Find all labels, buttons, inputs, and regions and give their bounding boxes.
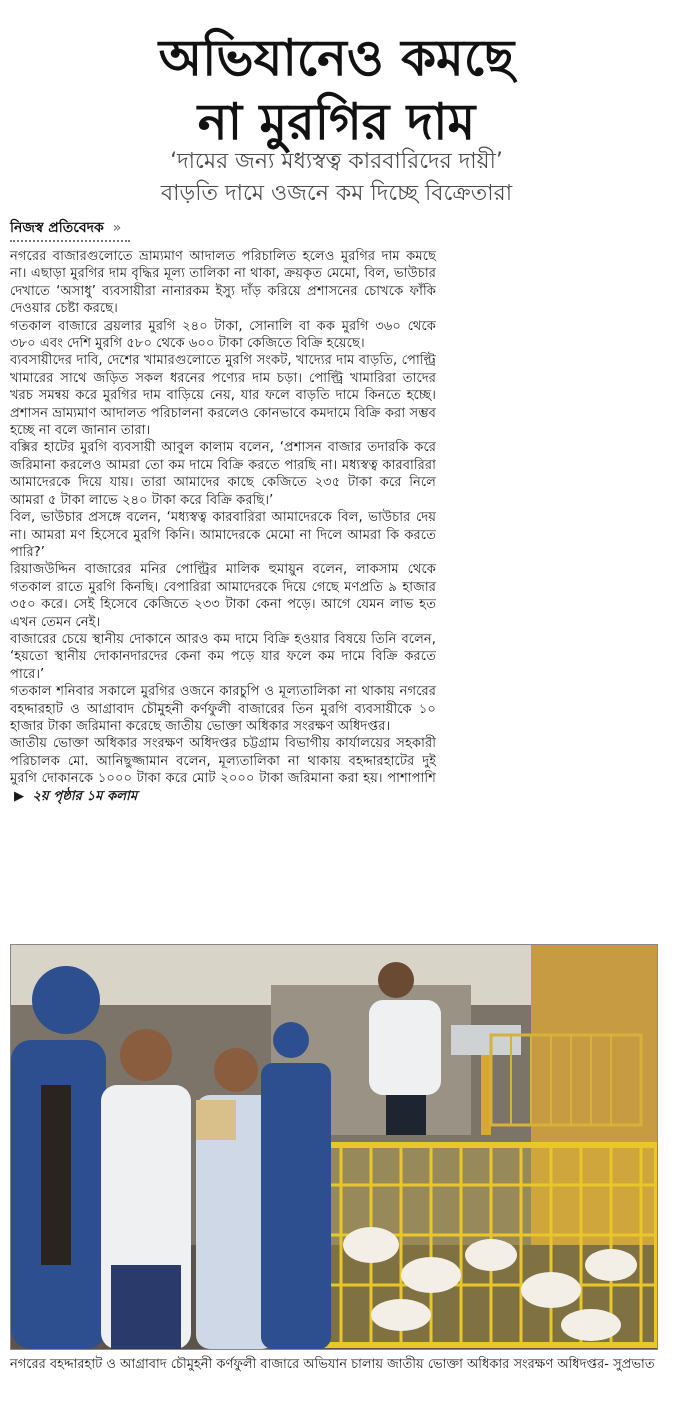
article-paragraph: গতকাল বাজারে ব্রয়লার মুরগি ২৪০ টাকা, সোনালি বা কক মুরগি ৩৬০ থেকে ৩৮০ এবং দেশি মুরগি ৫৮০ থেকে ৬০০ টাকা কেজিতে বিক্রি হয়েছে।: [10, 318, 436, 352]
article-last-paragraph: [10, 735, 436, 805]
article-body: [10, 248, 436, 805]
news-photo: [10, 944, 658, 1350]
subheadline-line-1: ‘দামের জন্য মধ্যস্বত্ব কারবারিদের দায়ী’: [170, 149, 503, 174]
article-paragraph: রিয়াজউদ্দিন বাজারের মনির পোল্ট্রির মালিক হুমায়ুন বলেন, লাকসাম থেকে গতকাল রাতে মুরগি কিনছি। বেপারিরা আমাদেরকে দিয়ে গেছে মণপ্রতি ৯ হাজার ৩৫০ করে। সেই হিসেবে কেজিতে ২৩৩ টাকা কেনা পড়ে। আগে যেমন লাভ হত এখন তেমন নেই।: [10, 562, 436, 630]
byline: [10, 216, 121, 240]
headline-line-1: অভিযানেও কমছে: [158, 28, 515, 87]
article-paragraph: বিল, ভাউচার প্রসঙ্গে বলেন, ‘মধ্যস্বত্ব কারবারিরা আমাদেরকে বিল, ভাউচার দেয় না। আমরা মণ হিসেবে মুরগি কিনি। আমাদেরকে মেমো না দিলে আমরা কি করতে পারি?’: [10, 510, 436, 560]
continuation-reference[interactable]: ২য় পৃষ্ঠার ১ম কলাম: [32, 788, 138, 804]
last-paragraph-text: জাতীয় ভোক্তা অধিকার সংরক্ষণ অধিদপ্তর চট্টগ্রাম বিভাগীয় কার্যালয়ের সহকারী পরিচালক মো. আনিছুজ্জামান বলেন, মূল্যতালিকা না থাকায় বহদ্দারহাটের দুই মুরগি দোকানকে ১০০০ টাকা করে মোট ২০০০ টাকা জরিমানা করা হয়। পাশাপাশি: [10, 736, 436, 787]
article-paragraph: নগরের বাজারগুলোতে ভ্রাম্যমাণ আদালত পরিচালিত হলেও মুরগির দাম কমছে না। এছাড়া মুরগির দাম বৃদ্ধির মূল্য তালিকা না থাকা, ক্রয়কৃত মেমো, বিল, ভাউচার দেখাতে ‘অসাধু’ ব্যবসায়ীরা নানারকম ইস্যু দাঁড় করিয়ে প্রশাসনের চোখকে ফাঁকি দেওয়ার চেষ্টা করছে।: [10, 249, 436, 317]
subheadline-line-2: বাড়তি দামে ওজনে কম দিচ্ছে বিক্রেতারা: [160, 181, 513, 206]
byline-arrow: »: [112, 220, 122, 236]
subheadline: [0, 146, 673, 210]
article-paragraph: বক্সির হাটের মুরগি ব্যবসায়ী আবুল কালাম বলেন, ‘প্রশাসন বাজার তদারকি করে জরিমানা করলেও আমরা তো কম দামে বিক্রি করতে পারছি না। মধ্যস্বত্ব কারবারিরা আমাদেরকে দিয়ে যায়। তারা আমাদের কাছে কেজিতে ২৩৫ টাকা করে নিলে আমরা ৫ টাকা লাভে ২৪০ টাকা করে বিক্রি করছি।’: [10, 440, 436, 508]
byline-divider: [10, 240, 130, 242]
photo-caption: নগরের বহদ্দারহাট ও আগ্রাবাদ চৌমুহনী কর্ণফুলী বাজারে অভিযান চালায় জাতীয় ভোক্তা অধিকার সংরক্ষণ অধিদপ্তর- সুপ্রভাত: [10, 1357, 655, 1372]
article-paragraph: গতকাল শনিবার সকালে মুরগির ওজনে কারচুপি ও মূল্যতালিকা না থাকায় নগরের বহদ্দারহাট ও আগ্রাবাদ চৌমুহনী কর্ণফুলী বাজারের তিন মুরগি ব্যবসায়ীকে ১০ হাজার টাকা জরিমানা করেছে জাতীয় ভোক্তা অধিকার সংরক্ষণ অধিদপ্তর।: [10, 684, 436, 734]
article-paragraph: বাজারের চেয়ে স্থানীয় দোকানে আরও কম দামে বিক্রি হওয়ার বিষয়ে তিনি বলেন, ‘হয়তো স্থানীয় দোকানদারদের কেনা কম পড়ে যার ফলে কম দামে বিক্রি করতে পারে।’: [10, 631, 436, 682]
headline: [0, 26, 673, 154]
byline-text: নিজস্ব প্রতিবেদক: [10, 220, 104, 236]
article-paragraph: ব্যবসায়ীদের দাবি, দেশের খামারগুলোতে মুরগি সংকট, খাদ্যের দাম বাড়তি, পোল্ট্রি খামারের সাথে জড়িত সকল ধরনের পণ্যের দাম চড়া। পোল্ট্রি খামারিরা তাদের খরচ সমন্বয় করে মুরগির দাম বাড়িয়ে নেয়, যার ফলে বাড়তি দামে কিনতে হচ্ছে। প্রশাসন ভ্রাম্যমাণ আদালত পরিচালনা করলেও কোনভাবে কমদামে বিক্রি করা সম্ভব হচ্ছে না বলে জানান তারা।: [10, 353, 436, 439]
continuation-arrow-icon: ▶: [14, 788, 25, 804]
headline-line-2: না মুরগির দাম: [197, 92, 476, 151]
